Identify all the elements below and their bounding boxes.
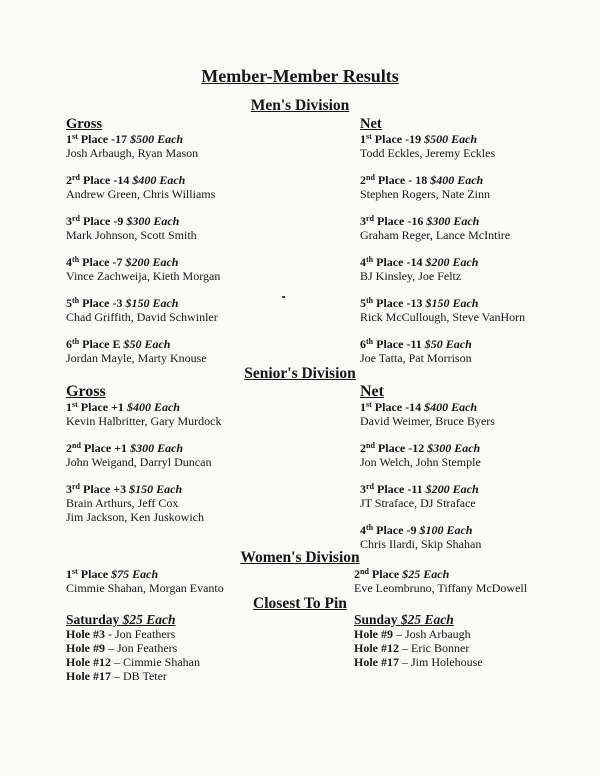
hole-number: Hole #17 xyxy=(66,669,111,683)
team-names: Mark Johnson, Scott Smith xyxy=(66,228,197,242)
prize-amount: $50 Each xyxy=(123,337,171,351)
mens-gross-column xyxy=(66,116,220,365)
hole-separator: – xyxy=(111,655,123,669)
place-number: 1 xyxy=(66,132,72,146)
place-suffix: st xyxy=(366,132,372,141)
place-line xyxy=(66,400,221,414)
place-score: Place -11 xyxy=(374,482,426,496)
place-line xyxy=(66,337,220,351)
hole-separator: – xyxy=(111,669,123,683)
place-score: Place - 18 xyxy=(374,173,431,187)
place-line xyxy=(360,173,525,187)
place-suffix: rd xyxy=(72,482,80,491)
place-number: 4 xyxy=(66,255,72,269)
closest-to-pin-heading: Closest To Pin xyxy=(253,595,347,612)
winner-name: Cimmie Shahan xyxy=(123,655,200,669)
seniors-net-column xyxy=(360,383,495,551)
placement-entry xyxy=(66,482,221,524)
place-number: 1 xyxy=(360,400,366,414)
place-score: Place -17 xyxy=(77,132,131,146)
team-names: Vince Zachweija, Kieth Morgan xyxy=(66,269,221,283)
saturday-holes xyxy=(66,627,200,683)
place-score: Place -11 xyxy=(373,337,425,351)
place-line xyxy=(360,214,525,228)
winner-name: DB Teter xyxy=(123,669,167,683)
place-suffix: st xyxy=(366,400,372,409)
team-names: Jordan Mayle, Marty Knouse xyxy=(66,351,207,365)
team-names: Chad Griffith, David Schwinler xyxy=(66,310,218,324)
prize-amount: $500 Each xyxy=(424,132,478,146)
prize-amount: $200 Each xyxy=(425,482,479,496)
hole-separator: – xyxy=(105,641,117,655)
hole-winner xyxy=(66,627,200,641)
place-line xyxy=(66,441,221,455)
winner-name: Josh Arbaugh xyxy=(405,627,471,641)
placement-entry xyxy=(66,337,220,365)
team-names: Chris Ilardi, Skip Shahan xyxy=(360,537,482,551)
seniors-gross-label: Gross xyxy=(66,383,106,400)
placement-entry xyxy=(360,173,525,201)
placement-entry xyxy=(66,132,220,160)
hole-number: Hole #17 xyxy=(354,655,399,669)
womens-second-place-line: 2nd Place $25 Each xyxy=(354,567,450,581)
womens-second-place-names: Eve Leombruno, Tiffany McDowell xyxy=(354,581,528,595)
hole-winner xyxy=(66,641,200,655)
place-score: Place -16 xyxy=(374,214,427,228)
mens-division-heading: Men's Division xyxy=(250,97,350,114)
place-score: Place +1 xyxy=(77,400,127,414)
place-score: Place -7 xyxy=(79,255,126,269)
hole-winner xyxy=(354,627,483,641)
sunday-heading: Sunday $25 Each xyxy=(354,612,454,627)
prize-amount: $75 Each xyxy=(111,567,159,581)
place-line xyxy=(360,132,525,146)
place-suffix: st xyxy=(72,132,78,141)
place-score: Place -9 xyxy=(373,523,420,537)
place-number: 6 xyxy=(360,337,366,351)
place-number: 5 xyxy=(360,296,366,310)
seniors-net-label: Net xyxy=(360,383,384,400)
place-suffix: nd xyxy=(72,441,81,450)
place-line xyxy=(360,523,495,537)
place-suffix: th xyxy=(366,523,374,532)
place-number: 3 xyxy=(360,214,366,228)
team-names: JT Straface, DJ Straface xyxy=(360,496,476,510)
seniors-gross-column xyxy=(66,383,221,524)
place-suffix: th xyxy=(366,296,374,305)
placement-entry xyxy=(66,296,220,324)
sunday-holes xyxy=(354,627,483,669)
place-number: 2 xyxy=(360,173,366,187)
hole-number: Hole #12 xyxy=(66,655,111,669)
hole-winner xyxy=(354,641,483,655)
team-names: Graham Reger, Lance McIntire xyxy=(360,228,511,242)
place-score: Place +1 xyxy=(80,441,131,455)
prize-amount: $300 Each xyxy=(427,441,481,455)
team-names: BJ Kinsley, Joe Feltz xyxy=(360,269,462,283)
hole-number: Hole #9 xyxy=(66,641,105,655)
team-names: Rick McCullough, Steve VanHorn xyxy=(360,310,526,324)
place-line xyxy=(66,173,220,187)
place-number: 2 xyxy=(66,173,72,187)
winner-name: Eric Bonner xyxy=(411,641,470,655)
place-score: Place -19 xyxy=(371,132,425,146)
hole-winner xyxy=(66,655,200,669)
place-number: 4 xyxy=(360,255,366,269)
team-names: Jon Welch, John Stemple xyxy=(360,455,481,469)
place-number: 1 xyxy=(360,132,366,146)
placement-entry xyxy=(360,482,495,510)
page-title: Member-Member Results xyxy=(201,66,399,86)
team-names: Kevin Halbritter, Gary Murdock xyxy=(66,414,222,428)
winner-name: Jon Feathers xyxy=(117,641,178,655)
prize-amount: $150 Each xyxy=(129,482,183,496)
place-line xyxy=(66,255,220,269)
place-line xyxy=(66,214,220,228)
place-line xyxy=(66,482,221,496)
placement-entry xyxy=(360,296,525,324)
placement-entry xyxy=(360,523,495,551)
place-score: Place -12 xyxy=(374,441,428,455)
place-score: Place -14 xyxy=(373,255,426,269)
prize-amount: $300 Each xyxy=(126,214,180,228)
placement-entry xyxy=(360,337,525,365)
seniors-net-list xyxy=(360,400,495,551)
place-suffix: th xyxy=(72,296,80,305)
prize-amount: $200 Each xyxy=(425,255,479,269)
prize-amount: $400 Each xyxy=(126,400,180,414)
place-number: 4 xyxy=(360,523,366,537)
prize-amount: $300 Each xyxy=(130,441,184,455)
place-score: Place -3 xyxy=(79,296,126,310)
sunday-column xyxy=(354,612,483,669)
mens-net-label: Net xyxy=(360,116,382,132)
hole-separator: - xyxy=(105,627,115,641)
mens-net-list xyxy=(360,132,525,365)
hole-separator: – xyxy=(399,641,411,655)
womens-first-place-line: 1st Place $75 Each xyxy=(66,567,159,581)
placement-entry xyxy=(66,214,220,242)
seniors-gross-list xyxy=(66,400,221,524)
team-names-second: Jim Jackson, Ken Juskowich xyxy=(66,510,204,524)
mens-gross-list xyxy=(66,132,220,365)
place-line xyxy=(66,296,220,310)
hole-winner xyxy=(66,669,200,683)
place-suffix: rd xyxy=(72,214,80,223)
placement-entry xyxy=(66,173,220,201)
place-score: Place +3 xyxy=(80,482,130,496)
place-suffix: th xyxy=(366,337,374,346)
saturday-heading: Saturday $25 Each xyxy=(66,612,176,627)
prize-amount: $200 Each xyxy=(125,255,179,269)
team-names: Andrew Green, Chris Williams xyxy=(66,187,216,201)
place-score: Place -13 xyxy=(373,296,426,310)
womens-division-heading: Women's Division xyxy=(240,549,360,566)
place-line xyxy=(360,337,525,351)
team-names: Stephen Rogers, Nate Zinn xyxy=(360,187,490,201)
place-number: 5 xyxy=(66,296,72,310)
prize-amount: $100 Each xyxy=(419,523,473,537)
place-line xyxy=(360,441,495,455)
placement-entry xyxy=(360,132,525,160)
placement-entry xyxy=(360,400,495,428)
hole-number: Hole #12 xyxy=(354,641,399,655)
winner-name: Jim Holehouse xyxy=(411,655,483,669)
place-suffix: th xyxy=(72,255,80,264)
team-names: David Weimer, Bruce Byers xyxy=(360,414,495,428)
team-names: Todd Eckles, Jeremy Eckles xyxy=(360,146,496,160)
place-suffix: th xyxy=(366,255,374,264)
place-suffix: st xyxy=(72,400,78,409)
team-names: Brain Arthurs, Jeff Cox xyxy=(66,496,179,510)
prize-amount: $400 Each xyxy=(430,173,484,187)
prize-amount: $50 Each xyxy=(424,337,472,351)
place-suffix: rd xyxy=(366,214,374,223)
prize-amount: $25 Each xyxy=(402,567,450,581)
place-number: 2 xyxy=(66,441,72,455)
place-number: 3 xyxy=(360,482,366,496)
scan-speck xyxy=(282,296,285,298)
team-names: John Weigand, Darryl Duncan xyxy=(66,455,212,469)
prize-amount: $300 Each xyxy=(426,214,480,228)
placement-entry xyxy=(66,441,221,469)
place-suffix: nd xyxy=(366,441,375,450)
place-score: Place -14 xyxy=(80,173,133,187)
place-suffix: nd xyxy=(366,173,375,182)
mens-net-column xyxy=(360,116,525,365)
place-number: 3 xyxy=(66,214,72,228)
team-names: Josh Arbaugh, Ryan Mason xyxy=(66,146,199,160)
saturday-column xyxy=(66,612,200,683)
place-line xyxy=(360,400,495,414)
place-line xyxy=(360,482,495,496)
placement-entry xyxy=(66,255,220,283)
prize-amount: $500 Each xyxy=(130,132,184,146)
womens-first-place-names: Cimmie Shahan, Morgan Evanto xyxy=(66,581,224,595)
prize-amount: $400 Each xyxy=(132,173,186,187)
place-number: 1 xyxy=(66,400,72,414)
team-names: Joe Tatta, Pat Morrison xyxy=(360,351,472,365)
placement-entry xyxy=(360,441,495,469)
place-suffix: rd xyxy=(72,173,80,182)
place-score: Place -14 xyxy=(371,400,425,414)
placement-entry xyxy=(360,255,525,283)
place-number: 2 xyxy=(360,441,366,455)
place-suffix: rd xyxy=(366,482,374,491)
prize-amount: $400 Each xyxy=(424,400,478,414)
place-line xyxy=(360,296,525,310)
placement-entry xyxy=(360,214,525,242)
womens-first-place xyxy=(66,567,224,595)
hole-number: Hole #3 xyxy=(66,627,105,641)
place-score: Place E xyxy=(79,337,124,351)
place-score: Place -9 xyxy=(80,214,127,228)
placement-entry xyxy=(66,400,221,428)
mens-gross-label: Gross xyxy=(66,116,102,132)
place-number: 6 xyxy=(66,337,72,351)
winner-name: Jon Feathers xyxy=(115,627,176,641)
seniors-division-heading: Senior's Division xyxy=(244,365,356,382)
place-line xyxy=(360,255,525,269)
hole-separator: – xyxy=(399,655,411,669)
womens-second-place xyxy=(354,567,527,595)
prize-amount: $150 Each xyxy=(425,296,479,310)
place-number: 3 xyxy=(66,482,72,496)
hole-winner xyxy=(354,655,483,669)
prize-amount: $150 Each xyxy=(125,296,179,310)
place-suffix: th xyxy=(72,337,80,346)
hole-number: Hole #9 xyxy=(354,627,393,641)
hole-separator: – xyxy=(393,627,405,641)
place-line xyxy=(66,132,220,146)
